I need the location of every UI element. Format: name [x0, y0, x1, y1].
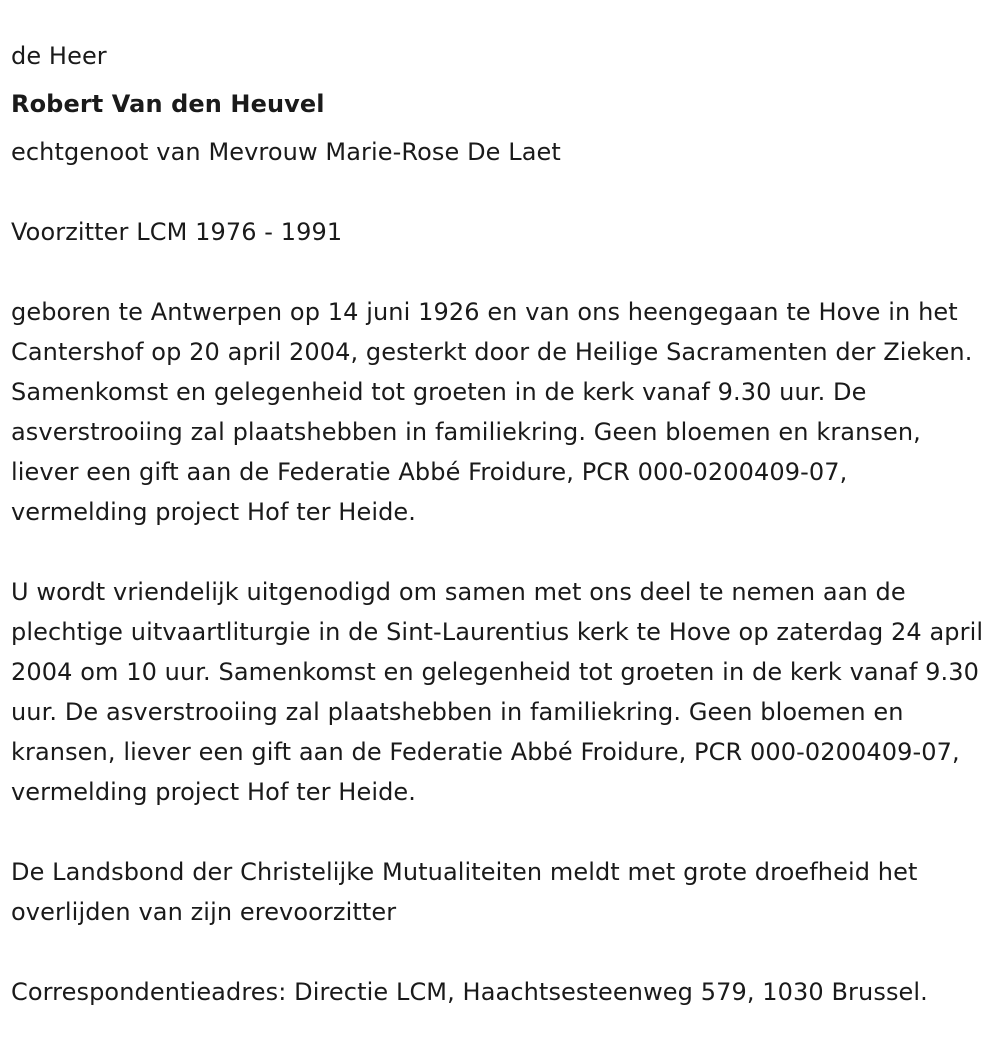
paragraph-address: Correspondentieadres: Directie LCM, Haachtsesteenweg 579, 1030 Brussel. — [11, 978, 928, 1006]
paragraph-invitation: U wordt vriendelijk uitgenodigd om samen met ons deel te nemen aan de plechtige uitvaartliturgie in de Sint-Laurentius kerk te Hove op zaterdag 24 april 2004 om 10 uur. Samenkomst en gelegenheid tot groeten in de kerk vanaf 9.30 uur. De asverstrooiing zal plaatshebben in familiekring. Geen bloemen en kransen, liever een gift aan de Federatie Abbé Froidure, PCR 000-0200409-07, vermelding project Hof ter Heide. — [11, 578, 984, 806]
paragraph-birth: geboren te Antwerpen op 14 juni 1926 en van ons heengegaan te Hove in het Cantershof op 20 april 2004, gesterkt door de Heilige Sacramenten der Zieken. Samenkomst en gelegenheid tot groeten in de kerk vanaf 9.30 uur. De asverstrooiing zal plaatshebben in familiekring. Geen bloemen en kransen, liever een gift aan de Federatie Abbé Froidure, PCR 000-0200409-07, vermelding project Hof ter Heide. — [11, 298, 973, 526]
paragraph-announcement: De Landsbond der Christelijke Mutualiteiten meldt met grote droefheid het overlijden van zijn erevoorzitter — [11, 858, 918, 926]
salutation: de Heer — [11, 42, 107, 70]
deceased-name: Robert Van den Heuvel — [11, 90, 325, 118]
title-line: Voorzitter LCM 1976 - 1991 — [11, 218, 343, 246]
spouse-line: echtgenoot van Mevrouw Marie-Rose De Laet — [11, 138, 561, 166]
